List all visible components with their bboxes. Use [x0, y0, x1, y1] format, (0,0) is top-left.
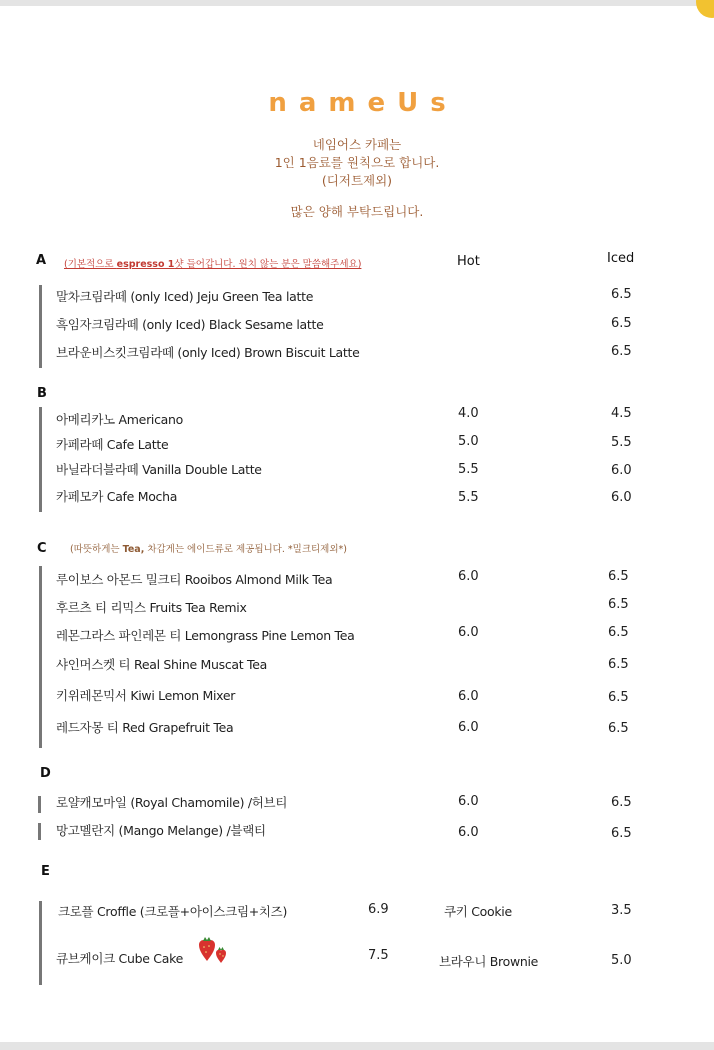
price: 7.5: [368, 948, 389, 963]
price-hot: 6.0: [458, 720, 479, 735]
section-d-bar: [38, 823, 41, 840]
corner-badge: [696, 0, 714, 18]
price-hot: 5.0: [458, 434, 479, 449]
price: 6.9: [368, 902, 389, 917]
strawberry-icon: [196, 936, 232, 966]
section-c-note: (따뜻하게는 Tea, 차갑게는 에이드류로 제공됩니다. *밀크티제외*): [70, 544, 347, 555]
column-hot: Hot: [457, 254, 480, 269]
price-iced: 6.5: [608, 625, 629, 640]
menu-item: 망고멜란지 (Mango Melange) /블랙티: [56, 823, 266, 838]
price-iced: 6.5: [611, 826, 632, 841]
price-iced: 5.5: [611, 435, 632, 450]
price-iced: 6.5: [608, 597, 629, 612]
price-iced: 4.5: [611, 406, 632, 421]
price: 3.5: [611, 903, 632, 918]
section-b-bar: [39, 407, 42, 512]
price-iced: 6.5: [608, 657, 629, 672]
section-e-bar: [39, 901, 42, 985]
menu-item: 큐브케이크 Cube Cake: [56, 951, 183, 966]
price-iced: 6.5: [608, 690, 629, 705]
menu-item: 샤인머스켓 티 Real Shine Muscat Tea: [56, 657, 268, 672]
section-c-bar: [39, 566, 42, 748]
notice-line-1: 네임어스 카페는: [312, 137, 402, 152]
menu-item: 크로플 Croffle (크로플+아이스크림+치즈): [58, 904, 288, 919]
price: 5.0: [611, 953, 632, 968]
price-iced: 6.5: [611, 287, 632, 302]
price-hot: 6.0: [458, 569, 479, 584]
menu-item: 카페라떼 Cafe Latte: [56, 437, 169, 452]
notice-line-4: 많은 양해 부탁드립니다.: [290, 204, 424, 219]
menu-item: 후르츠 티 리믹스 Fruits Tea Remix: [56, 600, 247, 615]
price-iced: 6.0: [611, 463, 632, 478]
price-hot: 5.5: [458, 462, 479, 477]
menu-item: 키위레몬믹서 Kiwi Lemon Mixer: [56, 688, 236, 703]
price-iced: 6.0: [611, 490, 632, 505]
menu-item: 쿠키 Cookie: [444, 904, 512, 919]
section-d-bar: [38, 796, 41, 813]
price-iced: 6.5: [608, 721, 629, 736]
section-a-bar: [39, 285, 42, 368]
price-iced: 6.5: [611, 344, 632, 359]
section-e-letter: E: [41, 864, 50, 879]
section-c-letter: C: [37, 541, 47, 556]
price-hot: 6.0: [458, 794, 479, 809]
menu-item: 레몬그라스 파인레몬 티 Lemongrass Pine Lemon Tea: [56, 628, 355, 643]
menu-item: 레드자몽 티 Red Grapefruit Tea: [56, 720, 234, 735]
section-b-letter: B: [37, 386, 47, 401]
column-iced: Iced: [607, 251, 635, 266]
menu-item: 아메리카노 Americano: [56, 412, 183, 427]
price-hot: 6.0: [458, 625, 479, 640]
price-iced: 6.5: [611, 316, 632, 331]
menu-item: 말차크림라떼 (only Iced) Jeju Green Tea latte: [56, 289, 314, 304]
menu-page: [0, 6, 714, 1042]
menu-item: 루이보스 아몬드 밀크티 Rooibos Almond Milk Tea: [56, 572, 333, 587]
section-d-letter: D: [40, 766, 51, 781]
price-hot: 4.0: [458, 406, 479, 421]
price-hot: 6.0: [458, 825, 479, 840]
price-hot: 5.5: [458, 490, 479, 505]
price-hot: 6.0: [458, 689, 479, 704]
brand-title: nameUs: [268, 88, 458, 118]
price-iced: 6.5: [611, 795, 632, 810]
section-a-letter: A: [36, 253, 47, 268]
menu-item: 브라우니 Brownie: [439, 954, 539, 969]
notice-line-2: 1인 1음료를 원칙으로 합니다.: [274, 155, 440, 170]
menu-item: 흑임자크림라떼 (only Iced) Black Sesame latte: [56, 317, 324, 332]
menu-item: 브라운비스킷크림라떼 (only Iced) Brown Biscuit Latte: [56, 345, 360, 360]
menu-item: 바닐라더블라떼 Vanilla Double Latte: [56, 462, 262, 477]
price-iced: 6.5: [608, 569, 629, 584]
menu-item: 카페모카 Cafe Mocha: [56, 489, 178, 504]
notice-line-3: (디저트제외): [321, 173, 393, 188]
menu-item: 로얄캐모마일 (Royal Chamomile) /허브티: [56, 795, 288, 810]
section-a-note: (기본적으로 espresso 1샷 들어갑니다. 원치 않는 분은 말씀해주세요): [64, 259, 362, 270]
